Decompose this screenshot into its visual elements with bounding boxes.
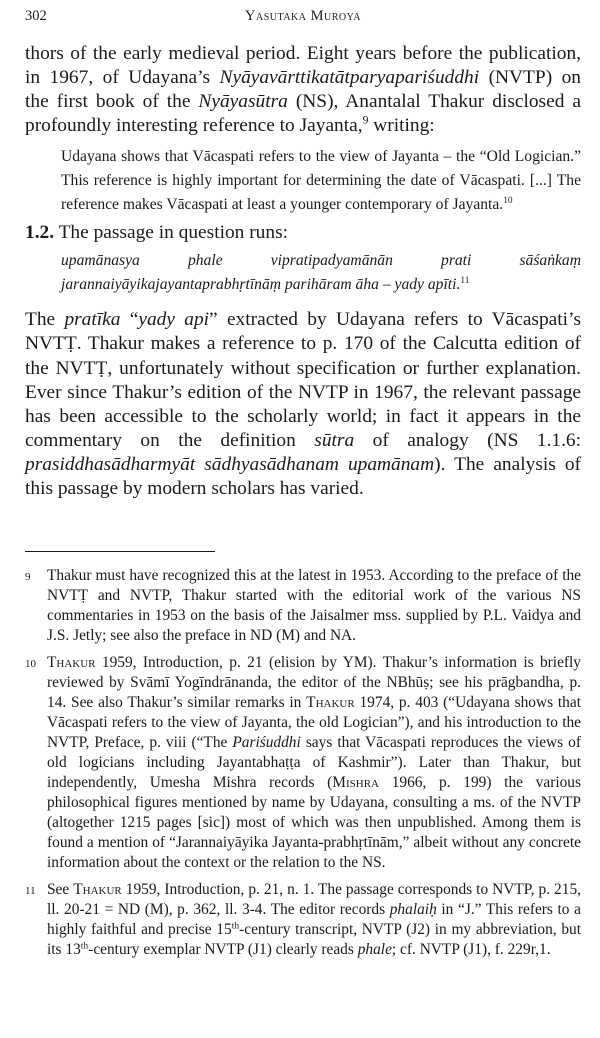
footnote-text: in “J.” This refers to a highly faithful and precise 15 (47, 901, 581, 939)
footnote-11 (25, 880, 581, 960)
author-name: Thakur (47, 654, 96, 672)
text-run: writing: (368, 115, 435, 137)
author-name: Thakur (73, 881, 122, 899)
page-header (25, 8, 581, 30)
footnote-text: 1966, p. 199) the various philosophical figures mentioned by name by Udayana, consulting a ms. of the NVTP (altogether 1215 pages [sic]) most of which was then unpublished. Among them is found a mention of “Jarannaiyāyika Jayanta-prabhṛtīnām,” albeit without any concrete information about the context or the relation to the NS. (47, 774, 581, 872)
italic-term: phalaiḥ (389, 901, 437, 919)
text-run: ” extracted by Udayana refers to Vācaspati’s NVTṬ. Thakur makes a reference to p. 170 of the Calcutta edition of the NVTṬ, unfortunately without specification or further explanation. Ever since Thakur’s edition of the NVTP in 1967, the relevant passage has been accessible to the scholarly world; in fact it appears in the commentary on the definition (25, 309, 581, 451)
footnote-ref-9[interactable]: 9 (362, 113, 369, 127)
text-run: (NVTP) on the first book of the (25, 67, 581, 113)
italic-term: yady api (138, 309, 210, 331)
section-number: 1.2. (25, 222, 55, 244)
page-number: 302 (25, 8, 47, 24)
text-run: (NS), Anantalal Thakur disclosed a profoundly interesting reference to Jayanta, (25, 91, 581, 137)
text-run: ). The analysis of this passage by modern scholars has varied. (25, 453, 581, 500)
author-name: Thakur (306, 694, 355, 712)
footnote-divider (25, 551, 215, 552)
footnote-text: See (47, 881, 74, 899)
footnote-mark: 11 (25, 885, 36, 898)
text-run: The (25, 309, 65, 331)
italic-term: Pariśuddhi (232, 734, 301, 752)
section-heading (25, 221, 581, 245)
ordinal-suffix: th (231, 920, 240, 932)
footnote-text: ; cf. NVTP (J1), f. 229r,1. (391, 941, 551, 959)
footnote-text: 1974, p. 403 (“Udayana shows that Vācaspati refers to the view of Jayanta, the old Logician”), and his introduction to the NVTP, Preface, p. viii (“The (47, 694, 581, 752)
book-page (25, 8, 581, 960)
footnote-mark: 9 (25, 571, 31, 584)
footnote-text: Thakur must have recognized this at the latest in 1953. According to the preface of the NVTṬ and NVTP, Thakur started with the editorial work of the various NS commentaries in 1953 on the basis of the Jaisalmer mss. supplied by P.L. Vaidya and J.S. Jetly; see also the preface in ND (M) and NA. (47, 567, 581, 645)
body-paragraph-1 (25, 42, 581, 138)
footnote-10 (25, 653, 581, 873)
italic-term: sūtra (314, 429, 355, 451)
block-quote (61, 145, 581, 217)
sanskrit-quote (61, 249, 581, 297)
section-title: The passage in question runs: (54, 222, 289, 244)
running-title: Yasutaka Muroya (245, 8, 361, 24)
italic-title: Nyāyavārttikatātparyapariśuddhi (219, 67, 480, 89)
text-run: thors of the early medieval period. Eight years before the publication, in 1967, of Udayana’s (25, 43, 581, 89)
footnote-mark: 10 (25, 658, 36, 671)
footnote-text: -century exemplar NVTP (J1) clearly reads (88, 941, 358, 959)
italic-term: prasiddhasādharmyāt sādhyasādhanam upamānam (25, 453, 435, 475)
italic-term: pratīka (64, 309, 121, 331)
italic-term: phale (357, 941, 392, 959)
author-name: Mishra (332, 774, 379, 792)
italic-title: Nyāyasūtra (198, 91, 288, 113)
body-paragraph-2 (25, 308, 581, 501)
footnote-9 (25, 566, 581, 646)
footnote-text: 1959, Introduction, p. 21 (elision by YM). Thakur’s information is briefly reviewed by Svāmī Yogīndrānanda, the editor of the NBhūṣ; see his prāgbandha, p. 14. See also Thakur’s similar remarks in (47, 654, 581, 712)
text-run: “ (120, 309, 139, 331)
text-run: of analogy (NS 1.1.6: (354, 429, 581, 451)
ordinal-suffix: th (80, 940, 89, 952)
footnote-ref-10[interactable]: 10 (503, 196, 513, 207)
sanskrit-text: upamānasya phale vipratipadyamānān prati sāśaṅkaṃ jarannaiyāyikajayantaprabhṛtīnāṃ parihāram āha – yady apīti. (61, 252, 581, 294)
footnote-ref-11[interactable]: 11 (460, 276, 470, 287)
footnote-text: says that Vācaspati reproduces the views of old logicians including Jayantabhaṭṭa of Kashmir”). Later than Thakur, but independently, Umesha Mishra records ( (47, 734, 581, 792)
footnote-text: -century transcript, NVTP (J2) in my abbreviation, but its 13 (47, 921, 581, 959)
footnote-text: 1959, Introduction, p. 21, n. 1. The passage corresponds to NVTP, p. 215, ll. 20-21 = ND (M), p. 362, ll. 3-4. The editor records (47, 881, 581, 919)
quote-text: Udayana shows that Vācaspati refers to the view of Jayanta – the “Old Logician.” This reference is highly important for determining the date of Vācaspati. [...] The reference makes Vācaspati at least a younger contemporary of Jayanta. (61, 148, 581, 214)
